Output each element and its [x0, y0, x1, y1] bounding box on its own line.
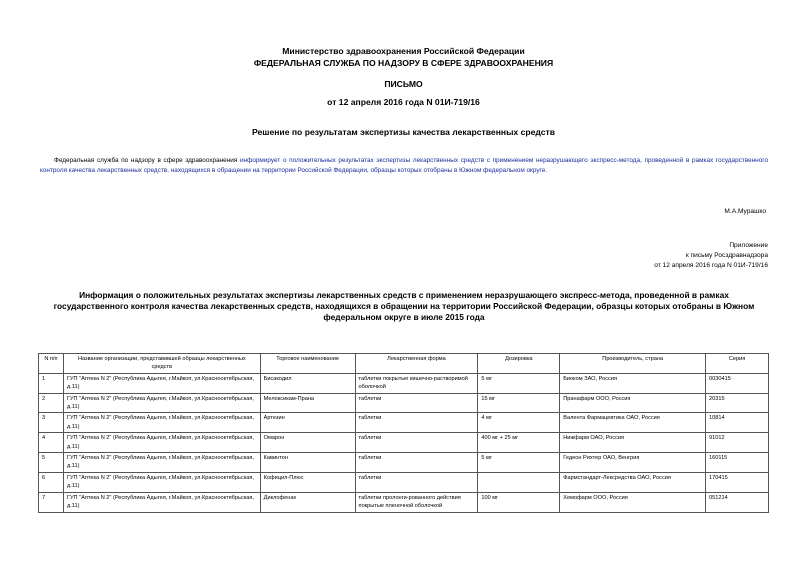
- appendix-reference: к письму Росздравнадзора: [685, 252, 768, 259]
- ministry-name: Министерство здравоохранения Российской Федерации: [282, 46, 525, 56]
- cell-series: 91012: [706, 433, 769, 453]
- info-title: Информация о положительных результатах экспертизы лекарственных средств с применением неразрушающего экспресс-метода, проведенной в рамках государственного контроля качества лекарственных средств, находящихся в обращении на территории Российской Федерации, образцы которых отобраны в Южном федеральном округе в июле 2015 года: [53, 290, 755, 322]
- cell-dosage-form: таблетки: [355, 472, 478, 492]
- cell-manufacturer: Биоком ЗАО, Россия: [560, 373, 706, 393]
- cell-series: 0030415: [706, 373, 769, 393]
- cell-dosage-form: таблетки покрытые кишечно-растворимой оболочкой: [355, 373, 478, 393]
- intro-link[interactable]: информирует о положительных результатах экспертизы лекарственных средств с применением неразрушающего экспресс-метода, проведенной в рамках государственного контроля качества лекарственных средств, находящихся в обращении на территории Российской Федерации, образцы которых отобраны в Южном федеральном округе.: [40, 157, 768, 174]
- table-row: [39, 472, 769, 492]
- col-header-organization: Название организации, представившей образцы лекарственных средств: [63, 354, 260, 374]
- cell-series: 20315: [706, 393, 769, 413]
- cell-number: 1: [39, 373, 64, 393]
- cell-organization: ГУП "Аптека N 2" (Республика Адыгея, г.Майкоп, ул.Краснооктябрьская, д.11): [63, 492, 260, 512]
- cell-number: 5: [39, 453, 64, 473]
- table-row: [39, 433, 769, 453]
- col-header-number: N п/п: [39, 354, 64, 374]
- table-row: [39, 373, 769, 393]
- col-header-dosage-form: Лекарственная форма: [355, 354, 478, 374]
- cell-series: 10814: [706, 413, 769, 433]
- cell-manufacturer: Валента Фармацевтика ОАО, Россия: [560, 413, 706, 433]
- cell-dosage: 400 мг + 25 мг: [478, 433, 560, 453]
- cell-dosage: [478, 472, 560, 492]
- cell-manufacturer: Гедеон Рихтер ОАО, Венгрия: [560, 453, 706, 473]
- cell-organization: ГУП "Аптека N 2" (Республика Адыгея, г.Майкоп, ул.Краснооктябрьская, д.11): [63, 453, 260, 473]
- signer-name: М.А.Мурашко: [724, 208, 766, 215]
- cell-number: 6: [39, 472, 64, 492]
- cell-trade-name: Артезин: [260, 413, 355, 433]
- col-header-manufacturer: Производитель, страна: [560, 354, 706, 374]
- results-table: [38, 353, 769, 513]
- cell-organization: ГУП "Аптека N 2" (Республика Адыгея, г.Майкоп, ул.Краснооктябрьская, д.11): [63, 433, 260, 453]
- cell-series: 160115: [706, 453, 769, 473]
- document-date: от 12 апреля 2016 года N 01И-719/16: [327, 97, 480, 107]
- cell-series: 170415: [706, 472, 769, 492]
- appendix-label: Приложение: [729, 242, 768, 249]
- cell-number: 2: [39, 393, 64, 413]
- cell-organization: ГУП "Аптека N 2" (Республика Адыгея, г.Майкоп, ул.Краснооктябрьская, д.11): [63, 472, 260, 492]
- intro-paragraph: [40, 156, 768, 176]
- table-header-row: [39, 354, 769, 374]
- cell-dosage: 100 мг: [478, 492, 560, 512]
- cell-dosage-form: таблетки: [355, 433, 478, 453]
- table-row: [39, 492, 769, 512]
- cell-trade-name: Диклофенак: [260, 492, 355, 512]
- table-row: [39, 413, 769, 433]
- cell-manufacturer: Пранафарм ООО, Россия: [560, 393, 706, 413]
- table-row: [39, 393, 769, 413]
- col-header-series: Серия: [706, 354, 769, 374]
- cell-dosage-form: таблетки: [355, 453, 478, 473]
- col-header-dosage: Дозировка: [478, 354, 560, 374]
- service-name: ФЕДЕРАЛЬНАЯ СЛУЖБА ПО НАДЗОРУ В СФЕРЕ ЗДРАВООХРАНЕНИЯ: [253, 58, 554, 68]
- cell-organization: ГУП "Аптека N 2" (Республика Адыгея, г.Майкоп, ул.Краснооктябрьская, д.11): [63, 393, 260, 413]
- cell-organization: ГУП "Аптека N 2" (Республика Адыгея, г.Майкоп, ул.Краснооктябрьская, д.11): [63, 413, 260, 433]
- cell-trade-name: Мелоксикам-Прана: [260, 393, 355, 413]
- cell-trade-name: Омарон: [260, 433, 355, 453]
- cell-manufacturer: Фармстандарт-Лексредства ОАО, Россия: [560, 472, 706, 492]
- cell-dosage-form: таблетки: [355, 413, 478, 433]
- cell-trade-name: Бисакодил: [260, 373, 355, 393]
- col-header-trade-name: Торговое наименование: [260, 354, 355, 374]
- cell-dosage: 15 мг: [478, 393, 560, 413]
- document-type: ПИСЬМО: [384, 79, 423, 89]
- cell-dosage: 5 мг: [478, 373, 560, 393]
- cell-number: 7: [39, 492, 64, 512]
- document-title: Решение по результатам экспертизы качества лекарственных средств: [251, 127, 556, 137]
- cell-series: 051214: [706, 492, 769, 512]
- intro-text: Федеральная служба по надзору в сфере здравоохранения: [54, 157, 238, 164]
- cell-dosage-form: таблетки: [355, 393, 478, 413]
- cell-manufacturer: Хемофарм ООО, Россия: [560, 492, 706, 512]
- cell-dosage: 4 мг: [478, 413, 560, 433]
- cell-number: 3: [39, 413, 64, 433]
- cell-manufacturer: Нижфарм ОАО, Россия: [560, 433, 706, 453]
- cell-trade-name: Кавинтон: [260, 453, 355, 473]
- appendix-date: от 12 апреля 2016 года N 01И-719/16: [654, 262, 768, 269]
- cell-dosage: 5 мг: [478, 453, 560, 473]
- cell-organization: ГУП "Аптека N 2" (Республика Адыгея, г.Майкоп, ул.Краснооктябрьская, д.11): [63, 373, 260, 393]
- cell-trade-name: Кофицил-Плюс: [260, 472, 355, 492]
- table-row: [39, 453, 769, 473]
- cell-number: 4: [39, 433, 64, 453]
- cell-dosage-form: таблетки пролонги-рованного действия покрытые пленочной оболочкой: [355, 492, 478, 512]
